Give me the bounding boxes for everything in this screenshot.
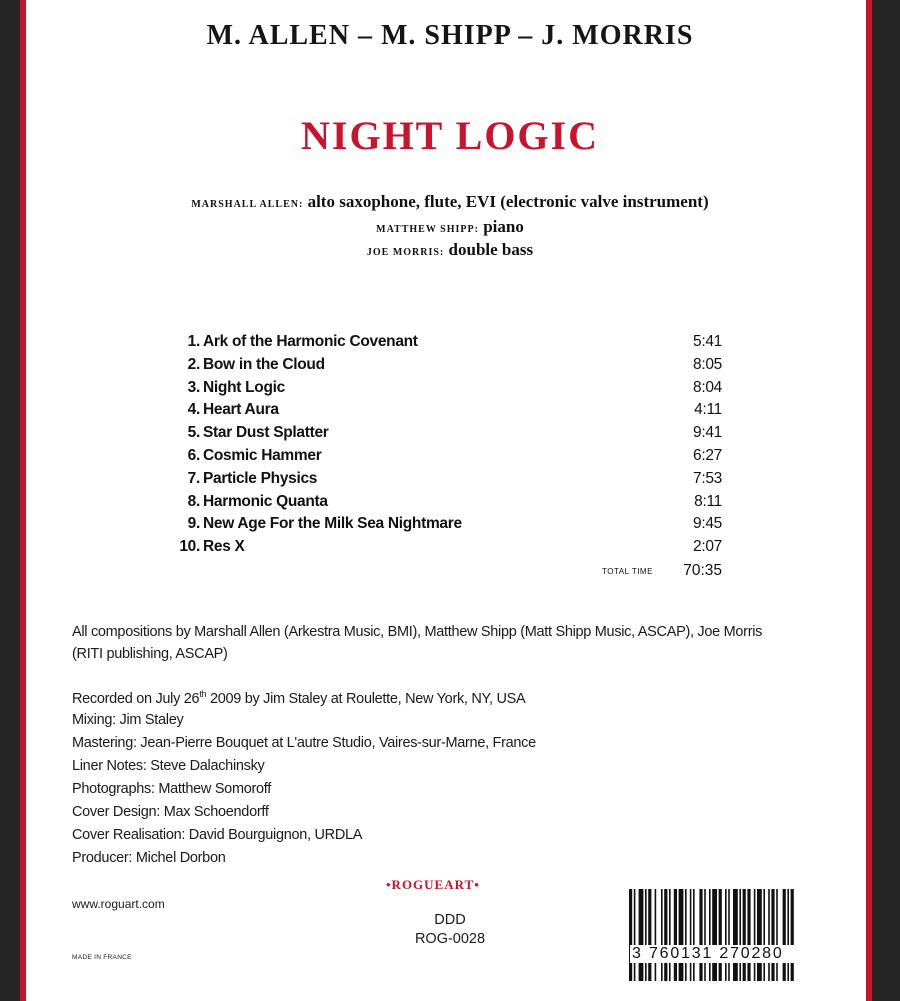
track-number: 10. — [179, 538, 200, 556]
liner-notes-credit: Liner Notes: Steve Dalachinsky — [72, 758, 265, 774]
barcode-icon — [627, 889, 852, 985]
mastering-credit: Mastering: Jean-Pierre Bouquet at L'autre Studio, Vaires-sur-Marne, France — [72, 735, 536, 751]
cover-realisation-credit: Cover Realisation: David Bourguignon, URDLA — [72, 827, 363, 843]
track-number: 1. — [187, 333, 200, 350]
artists-heading: M. ALLEN – M. SHIPP – J. MORRIS — [206, 20, 694, 51]
track-row — [182, 493, 722, 516]
track-duration: 8:05 — [693, 355, 722, 373]
track-name: Heart Aura — [203, 401, 279, 419]
compositions-line-2: (RITI publishing, ASCAP) — [72, 646, 228, 662]
musician-instruments: double bass — [444, 240, 534, 259]
musician-name: MARSHALL ALLEN: — [191, 199, 304, 210]
website-text: www.roguart.com — [72, 897, 165, 911]
personnel-joe-morris — [0, 240, 900, 260]
track-name: New Age For the Milk Sea Nightmare — [203, 515, 462, 533]
musician-instruments: alto saxophone, flute, EVI (electronic valve instrument) — [303, 192, 709, 211]
track-row — [182, 515, 722, 538]
album-title: NIGHT LOGIC — [301, 113, 599, 158]
ddd-code: DDD — [434, 912, 466, 928]
recorded-credit — [72, 689, 525, 707]
track-name: Bow in the Cloud — [203, 355, 325, 373]
track-row — [182, 424, 722, 447]
mixing-credit: Mixing: Jim Staley — [72, 712, 184, 728]
track-row — [182, 379, 722, 402]
track-name: Ark of the Harmonic Covenant — [203, 333, 418, 350]
track-name: Res X — [203, 538, 245, 556]
track-number: 5. — [187, 424, 200, 442]
total-time-label: TOTAL TIME — [602, 567, 653, 576]
catalog-number: ROG-0028 — [414, 931, 486, 947]
track-duration: 5:41 — [693, 333, 722, 350]
track-number: 6. — [187, 446, 200, 464]
track-name: Star Dust Splatter — [203, 424, 329, 442]
track-row — [182, 447, 722, 470]
recorded-text: Recorded on July 26 — [72, 690, 200, 707]
track-row — [182, 333, 722, 356]
barcode-digits: 3 760131 270280 — [630, 945, 852, 963]
track-number: 4. — [187, 401, 200, 419]
track-row — [179, 538, 722, 561]
track-number: 7. — [187, 469, 200, 487]
track-name: Harmonic Quanta — [203, 492, 328, 510]
track-duration: 6:27 — [693, 446, 722, 464]
recorded-text-rest: 2009 by Jim Staley at Roulette, New York, NY, USA — [206, 690, 526, 707]
track-number: 9. — [187, 515, 200, 533]
track-number: 8. — [187, 492, 200, 510]
tracklist — [179, 333, 722, 561]
personnel-matthew-shipp — [0, 217, 900, 237]
track-duration: 8:04 — [693, 378, 722, 396]
musician-name: JOE MORRIS: — [366, 247, 445, 258]
track-row — [182, 356, 722, 379]
track-name: Particle Physics — [203, 469, 318, 487]
track-duration: 2:07 — [693, 538, 722, 556]
recorded-superscript: th — [199, 689, 207, 699]
track-name: Cosmic Hammer — [203, 446, 322, 464]
track-row — [182, 401, 722, 424]
cover-design-credit: Cover Design: Max Schoendorff — [72, 804, 269, 820]
track-number: 3. — [187, 378, 200, 396]
made-in-france-text: MADE IN FRANCE — [72, 954, 132, 961]
track-duration: 9:45 — [693, 515, 722, 533]
producer-credit: Producer: Michel Dorbon — [72, 850, 226, 866]
musician-name: MATTHEW SHIPP: — [376, 224, 479, 235]
track-name: Night Logic — [203, 378, 285, 396]
track-duration: 7:53 — [693, 469, 722, 487]
track-number: 2. — [187, 355, 200, 373]
track-row — [182, 470, 722, 493]
musician-instruments: piano — [478, 217, 524, 236]
rogueart-logo: •ROGUEART• — [386, 877, 480, 892]
track-duration: 4:11 — [694, 401, 722, 419]
track-duration: 8:11 — [694, 492, 722, 510]
compositions-line-1: All compositions by Marshall Allen (Arkestra Music, BMI), Matthew Shipp (Matt Shipp Music, ASCAP), Joe Morris — [72, 624, 763, 640]
photographs-credit: Photographs: Matthew Somoroff — [72, 781, 271, 797]
personnel-marshall-allen — [0, 192, 900, 212]
track-duration: 9:41 — [693, 424, 722, 442]
total-time-value: 70:35 — [683, 562, 722, 579]
